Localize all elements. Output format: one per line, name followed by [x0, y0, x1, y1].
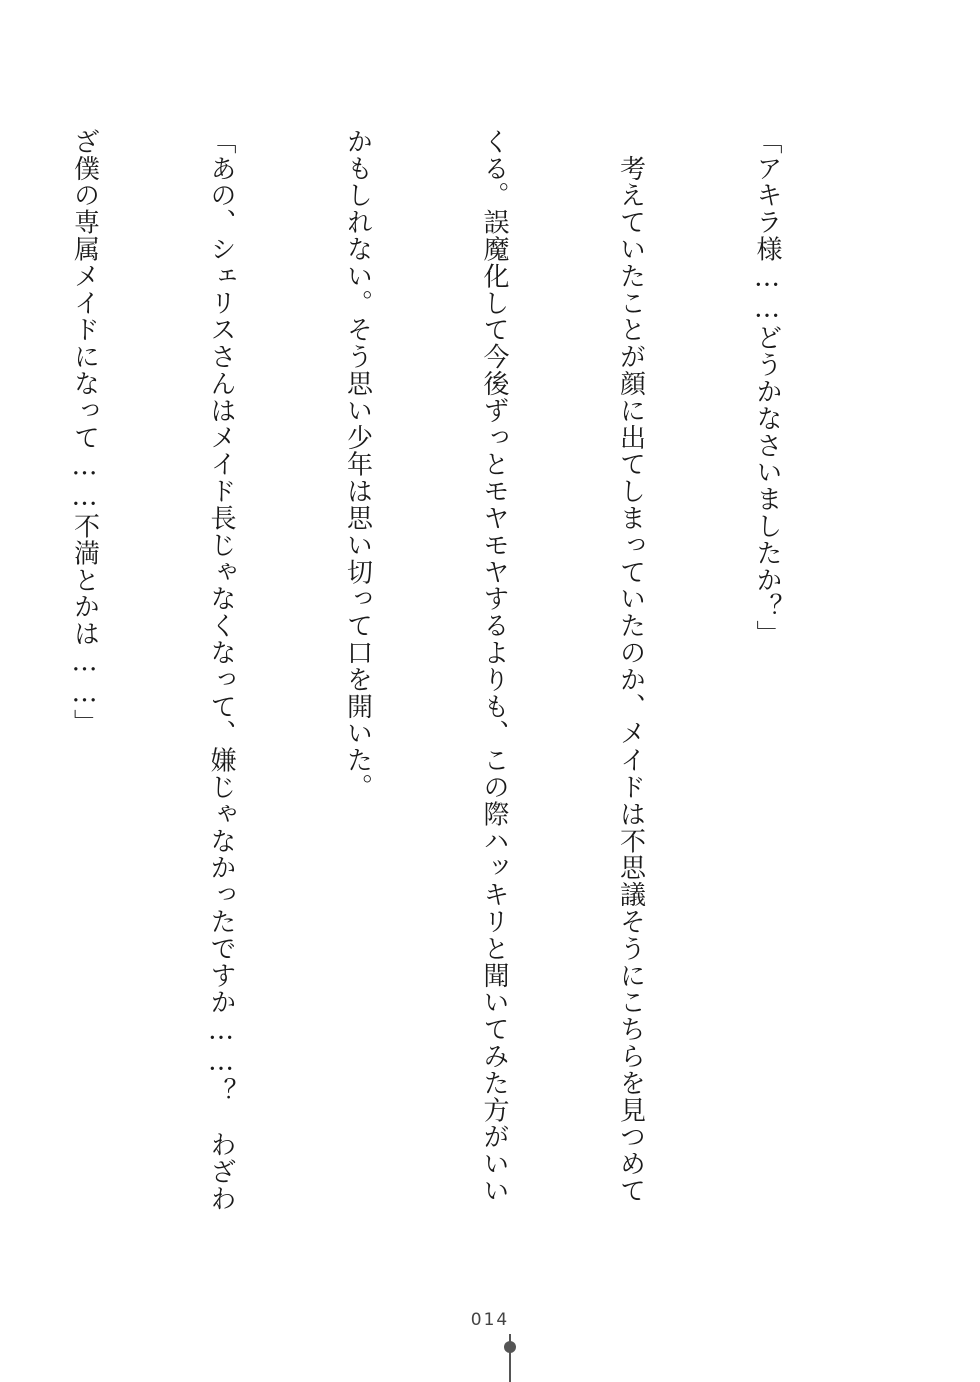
folio-dot-decoration: [504, 1341, 516, 1353]
page-number: 014: [470, 1310, 510, 1330]
text-line: 「アキラ様……どうかなさいましたか？」: [752, 128, 782, 648]
text-line: ざ僕の専属メイドになって……不満とかは……」: [69, 128, 100, 736]
vertical-text-body: [0, 128, 880, 1298]
text-line: 「あの、シェリスさんはメイド長じゃなくなって、嫌じゃなかったですか……？ わざわ: [206, 128, 236, 1212]
text-line: くる。誤魔化して今後ずっとモヤモヤするよりも、この際ハッキリと聞いてみた方がいい: [479, 128, 509, 1204]
text-line: かもしれない。そう思い少年は思い切って口を開いた。: [342, 128, 373, 801]
text-line: 考えていたことが顔に出てしまっていたのか、メイドは不思議そうにこちらを見つめて: [615, 128, 646, 1204]
